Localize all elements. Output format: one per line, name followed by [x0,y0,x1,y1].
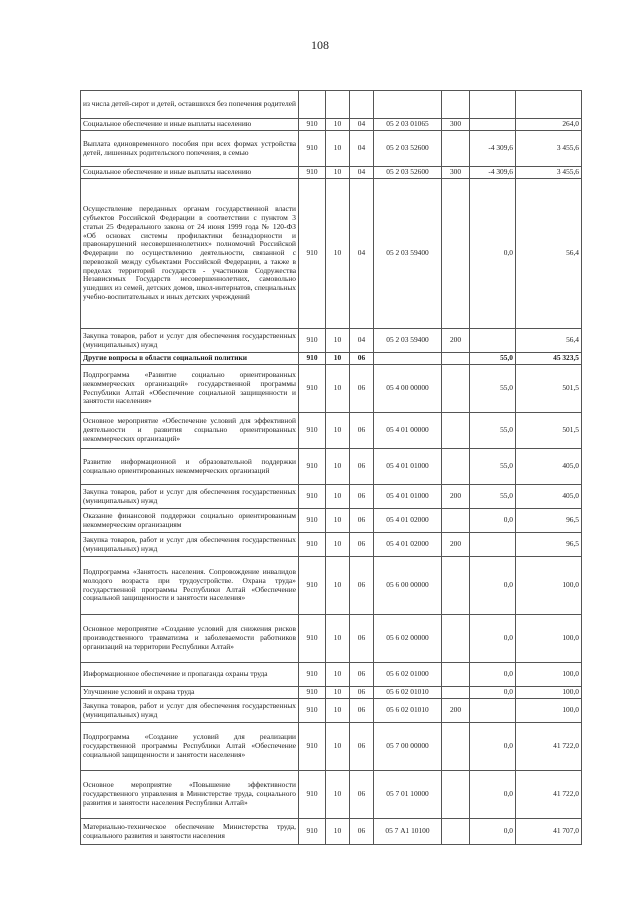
total-amount: 41 722,0 [516,723,582,771]
row-name: Выплата единовременного пособия при всех формах устройства детей, лишенных родительского попечения, в семью [81,131,299,167]
ministry-code: 910 [299,353,326,365]
table-row [81,615,582,663]
expense-type-code [442,663,470,687]
section-code: 10 [326,167,350,179]
subsection-code [350,91,374,119]
table-body [81,91,582,845]
subsection-code: 06 [350,687,374,699]
target-article-code: 05 4 01 00000 [374,413,442,449]
total-amount: 41 707,0 [516,819,582,845]
table-row [81,699,582,723]
expense-type-code [442,353,470,365]
change-amount: 0,0 [470,179,516,329]
row-name: Основное мероприятие «Создание условий для снижения рисков производственного травматизма и заболеваемости работников организаций на территории Республики Алтай» [81,615,299,663]
ministry-code: 910 [299,509,326,533]
ministry-code: 910 [299,663,326,687]
subsection-code: 04 [350,167,374,179]
ministry-code: 910 [299,819,326,845]
table-row [81,557,582,615]
total-amount [516,91,582,119]
table-row [81,509,582,533]
target-article-code: 05 6 00 00000 [374,557,442,615]
row-name: Социальное обеспечение и иные выплаты населению [81,119,299,131]
subsection-code: 04 [350,119,374,131]
target-article-code: 05 2 03 59400 [374,329,442,353]
ministry-code: 910 [299,687,326,699]
change-amount: 0,0 [470,557,516,615]
row-name: Материально-техническое обеспечение Министерства труда, социального развития и занятости населения [81,819,299,845]
subsection-code: 06 [350,413,374,449]
total-amount: 100,0 [516,663,582,687]
expense-type-code [442,819,470,845]
ministry-code: 910 [299,557,326,615]
section-code: 10 [326,615,350,663]
total-amount: 405,0 [516,485,582,509]
total-amount: 96,5 [516,533,582,557]
ministry-code: 910 [299,449,326,485]
ministry-code: 910 [299,131,326,167]
target-article-code: 05 4 01 01000 [374,485,442,509]
row-name: Закупка товаров, работ и услуг для обеспечения государственных (муниципальных) нужд [81,329,299,353]
section-code: 10 [326,131,350,167]
subsection-code: 04 [350,131,374,167]
row-name: Информационное обеспечение и пропаганда охраны труда [81,663,299,687]
table-row [81,413,582,449]
change-amount: 55,0 [470,485,516,509]
table-row [81,723,582,771]
target-article-code: 05 6 02 01000 [374,663,442,687]
table-row [81,91,582,119]
total-amount: 100,0 [516,557,582,615]
row-name: Основное мероприятие «Обеспечение условий для эффективной деятельности и развития социально ориентированных некоммерческих организаций» [81,413,299,449]
table-row [81,533,582,557]
section-code: 10 [326,509,350,533]
target-article-code: 05 4 01 02000 [374,533,442,557]
section-code: 10 [326,179,350,329]
total-amount: 96,5 [516,509,582,533]
ministry-code: 910 [299,699,326,723]
section-code: 10 [326,353,350,365]
total-amount: 56,4 [516,179,582,329]
change-amount [470,329,516,353]
expense-type-code [442,509,470,533]
target-article-code: 05 6 02 01010 [374,699,442,723]
table-row [81,329,582,353]
ministry-code: 910 [299,167,326,179]
change-amount: 0,0 [470,615,516,663]
total-amount: 45 323,5 [516,353,582,365]
ministry-code: 910 [299,533,326,557]
change-amount: 55,0 [470,365,516,413]
expense-type-code [442,413,470,449]
change-amount: 0,0 [470,723,516,771]
target-article-code: 05 2 03 01065 [374,119,442,131]
section-code: 10 [326,413,350,449]
target-article-code: 05 7 00 00000 [374,723,442,771]
expense-type-code [442,723,470,771]
table-row [81,819,582,845]
target-article-code: 05 4 01 02000 [374,509,442,533]
change-amount: -4 309,6 [470,131,516,167]
total-amount: 41 722,0 [516,771,582,819]
ministry-code: 910 [299,413,326,449]
section-code: 10 [326,533,350,557]
table-row [81,663,582,687]
row-name: Закупка товаров, работ и услуг для обеспечения государственных (муниципальных) нужд [81,485,299,509]
row-name: Основное мероприятие «Повышение эффективности государственного управления в Министерстве труда, социального развития и занятости населения Республики Алтай» [81,771,299,819]
expense-type-code: 200 [442,485,470,509]
row-name: Подпрограмма «Занятость населения. Сопровождение инвалидов молодого возраста при трудоустройстве. Охрана труда» государственной программы Республики Алтай «Обеспечение социальной защищенности и занятости населения» [81,557,299,615]
ministry-code: 910 [299,119,326,131]
change-amount: 0,0 [470,687,516,699]
budget-table [80,90,582,845]
subsection-code: 06 [350,533,374,557]
table-row [81,365,582,413]
section-code: 10 [326,485,350,509]
change-amount [470,699,516,723]
target-article-code: 05 6 02 01010 [374,687,442,699]
table-row [81,449,582,485]
change-amount [470,119,516,131]
target-article-code: 05 7 01 10000 [374,771,442,819]
ministry-code: 910 [299,723,326,771]
row-name: Закупка товаров, работ и услуг для обеспечения государственных (муниципальных) нужд [81,533,299,557]
expense-type-code [442,179,470,329]
subsection-code: 04 [350,329,374,353]
total-amount: 3 455,6 [516,167,582,179]
page-number: 108 [311,38,329,52]
subsection-code: 06 [350,365,374,413]
section-code: 10 [326,687,350,699]
subsection-code: 06 [350,771,374,819]
expense-type-code: 200 [442,699,470,723]
subsection-code: 06 [350,509,374,533]
target-article-code: 05 2 03 59400 [374,179,442,329]
table-row [81,485,582,509]
subsection-code: 06 [350,615,374,663]
table-row [81,119,582,131]
expense-type-code [442,687,470,699]
table-row [81,771,582,819]
change-amount: 0,0 [470,771,516,819]
ministry-code [299,91,326,119]
table-row [81,687,582,699]
change-amount: 0,0 [470,509,516,533]
total-amount: 100,0 [516,615,582,663]
row-name: Развитие информационной и образовательной поддержки социально ориентированных некоммерческих организаций [81,449,299,485]
target-article-code: 05 2 03 52600 [374,131,442,167]
expense-type-code: 200 [442,533,470,557]
ministry-code: 910 [299,485,326,509]
total-amount: 56,4 [516,329,582,353]
subsection-code: 06 [350,485,374,509]
section-code: 10 [326,723,350,771]
table-row [81,131,582,167]
subsection-code: 06 [350,699,374,723]
section-code: 10 [326,329,350,353]
subsection-code: 06 [350,663,374,687]
subsection-code: 06 [350,449,374,485]
ministry-code: 910 [299,771,326,819]
change-amount: 0,0 [470,819,516,845]
ministry-code: 910 [299,179,326,329]
subsection-code: 06 [350,557,374,615]
table-row [81,353,582,365]
change-amount [470,533,516,557]
target-article-code: 05 2 03 52600 [374,167,442,179]
row-name: из числа детей-сирот и детей, оставшихся без попечения родителей [81,91,299,119]
section-code: 10 [326,771,350,819]
change-amount: 0,0 [470,663,516,687]
section-code: 10 [326,819,350,845]
expense-type-code [442,365,470,413]
target-article-code: 05 4 01 01000 [374,449,442,485]
subsection-code: 06 [350,353,374,365]
expense-type-code [442,771,470,819]
expense-type-code [442,557,470,615]
expense-type-code: 200 [442,329,470,353]
expense-type-code [442,131,470,167]
row-name: Социальное обеспечение и иные выплаты населению [81,167,299,179]
section-code: 10 [326,449,350,485]
row-name: Другие вопросы в области социальной политики [81,353,299,365]
section-code: 10 [326,365,350,413]
row-name: Оказание финансовой поддержки социально ориентированным некоммерческим организациям [81,509,299,533]
change-amount: 55,0 [470,449,516,485]
subsection-code: 06 [350,819,374,845]
expense-type-code: 300 [442,119,470,131]
row-name: Улучшение условий и охрана труда [81,687,299,699]
ministry-code: 910 [299,365,326,413]
total-amount: 501,5 [516,413,582,449]
change-amount: -4 309,6 [470,167,516,179]
subsection-code: 06 [350,723,374,771]
total-amount: 405,0 [516,449,582,485]
ministry-code: 910 [299,615,326,663]
section-code: 10 [326,557,350,615]
section-code: 10 [326,699,350,723]
row-name: Закупка товаров, работ и услуг для обеспечения государственных (муниципальных) нужд [81,699,299,723]
target-article-code: 05 4 00 00000 [374,365,442,413]
subsection-code: 04 [350,179,374,329]
table-row [81,179,582,329]
section-code: 10 [326,663,350,687]
total-amount: 100,0 [516,699,582,723]
change-amount [470,91,516,119]
expense-type-code [442,615,470,663]
row-name: Подпрограмма «Создание условий для реализации государственной программы Республики Алтай «Обеспечение социальной защищенности и занятости населения» [81,723,299,771]
expense-type-code [442,91,470,119]
change-amount: 55,0 [470,353,516,365]
total-amount: 100,0 [516,687,582,699]
table-row [81,167,582,179]
change-amount: 55,0 [470,413,516,449]
section-code [326,91,350,119]
expense-type-code [442,449,470,485]
expense-type-code: 300 [442,167,470,179]
target-article-code: 05 7 А1 10100 [374,819,442,845]
row-name: Осуществление переданных органам государственной власти субъектов Российской Федерации в соответствии с пунктом 3 статьи 25 Федерального закона от 24 июня 1999 года № 120-ФЗ «Об основах системы профилактики безнадзорности и правонарушений несовершеннолетних» полномочий Российской Федерации по осуществлению деятельности, связанной с перевозкой между субъектами Российской Федерации, а также в пределах территорий государств - участников Содружества Независимых Государств несовершеннолетних, самовольно ушедших из семей, детских домов, школ-интернатов, специальных учебно-воспитательных и иных детских учреждений [81,179,299,329]
ministry-code: 910 [299,329,326,353]
section-code: 10 [326,119,350,131]
row-name: Подпрограмма «Развитие социально ориентированных некоммерческих организаций» государственной программы Республики Алтай «Обеспечение социальной защищенности и занятости населения» [81,365,299,413]
target-article-code [374,353,442,365]
target-article-code [374,91,442,119]
total-amount: 264,0 [516,119,582,131]
total-amount: 3 455,6 [516,131,582,167]
total-amount: 501,5 [516,365,582,413]
target-article-code: 05 6 02 00000 [374,615,442,663]
